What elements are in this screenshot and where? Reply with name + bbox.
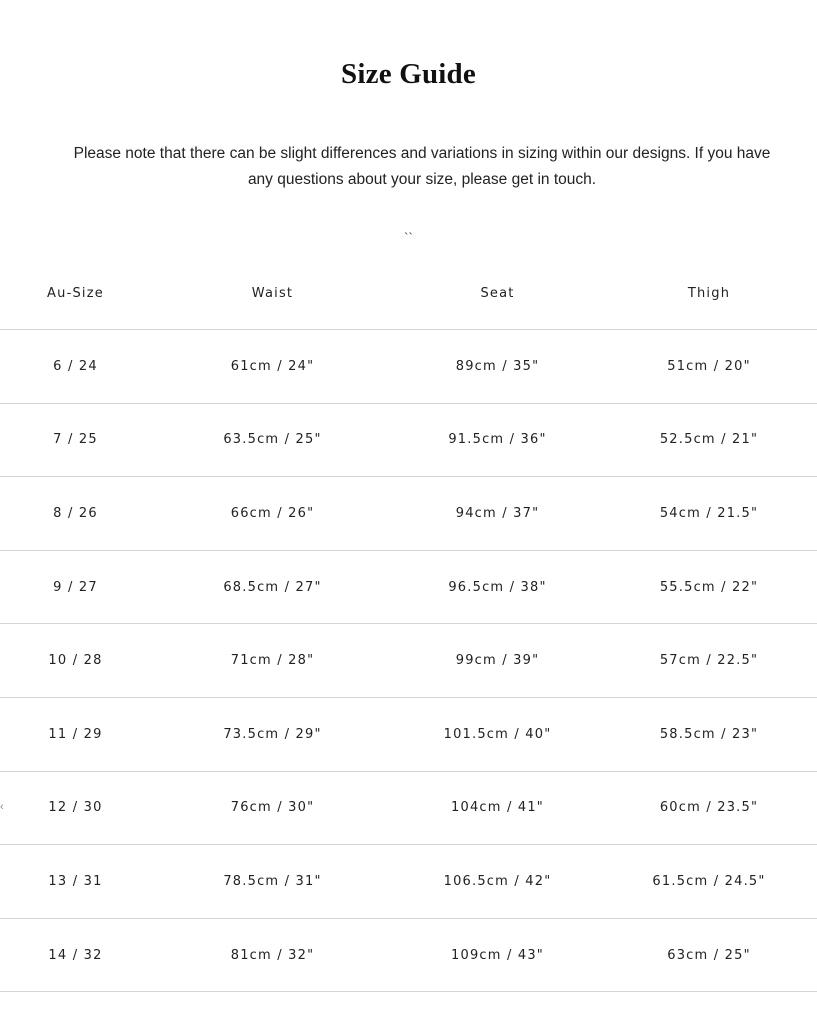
table-row [0,845,817,919]
cell-thigh: 57cm / 22.5" [601,624,817,698]
cell-au-size: 9 / 27 [0,550,151,624]
table-row [0,550,817,624]
cell-au-size: 7 / 25 [0,403,151,477]
cell-au-size: 6 / 24 [0,330,151,404]
header-waist: Waist [151,257,394,330]
edge-mark: ‹ [0,801,4,813]
cell-waist: 63.5cm / 25" [151,403,394,477]
table-row [0,403,817,477]
size-table [0,257,817,992]
cell-thigh: 63cm / 25" [601,918,817,992]
cell-au-size: 13 / 31 [0,845,151,919]
cell-seat: 99cm / 39" [394,624,601,698]
sizing-note: Please note that there can be slight differences and variations in sizing within our designs. If you have any questions about your size, please get in touch. [73,145,771,188]
table-row [0,771,817,845]
cell-thigh: 61.5cm / 24.5" [601,845,817,919]
table-row [0,697,817,771]
cell-au-size: 11 / 29 [0,697,151,771]
table-row [0,918,817,992]
cell-seat: 89cm / 35" [394,330,601,404]
cell-waist: 71cm / 28" [151,624,394,698]
cell-au-size: 12 / 30 [0,771,151,845]
cell-waist: 68.5cm / 27" [151,550,394,624]
cell-waist: 61cm / 24" [151,330,394,404]
cell-seat: 104cm / 41" [394,771,601,845]
cell-thigh: 51cm / 20" [601,330,817,404]
cell-waist: 81cm / 32" [151,918,394,992]
cell-seat: 109cm / 43" [394,918,601,992]
cell-seat: 94cm / 37" [394,477,601,551]
cell-au-size: 10 / 28 [0,624,151,698]
cell-au-size: 8 / 26 [0,477,151,551]
cell-waist: 76cm / 30" [151,771,394,845]
table-row [0,330,817,404]
page-title: Size Guide [341,58,476,90]
cell-seat: 101.5cm / 40" [394,697,601,771]
cell-au-size: 14 / 32 [0,918,151,992]
table-row [0,477,817,551]
cell-thigh: 60cm / 23.5" [601,771,817,845]
header-thigh: Thigh [601,257,817,330]
cell-waist: 73.5cm / 29" [151,697,394,771]
header-seat: Seat [394,257,601,330]
cell-seat: 91.5cm / 36" [394,403,601,477]
table-row [0,624,817,698]
cell-seat: 106.5cm / 42" [394,845,601,919]
table-header-row [0,257,817,330]
header-au-size: Au-Size [0,257,151,330]
cell-thigh: 58.5cm / 23" [601,697,817,771]
cell-thigh: 55.5cm / 22" [601,550,817,624]
cell-thigh: 54cm / 21.5" [601,477,817,551]
cell-waist: 78.5cm / 31" [151,845,394,919]
stray-text: `` [404,230,413,245]
cell-seat: 96.5cm / 38" [394,550,601,624]
cell-waist: 66cm / 26" [151,477,394,551]
cell-thigh: 52.5cm / 21" [601,403,817,477]
